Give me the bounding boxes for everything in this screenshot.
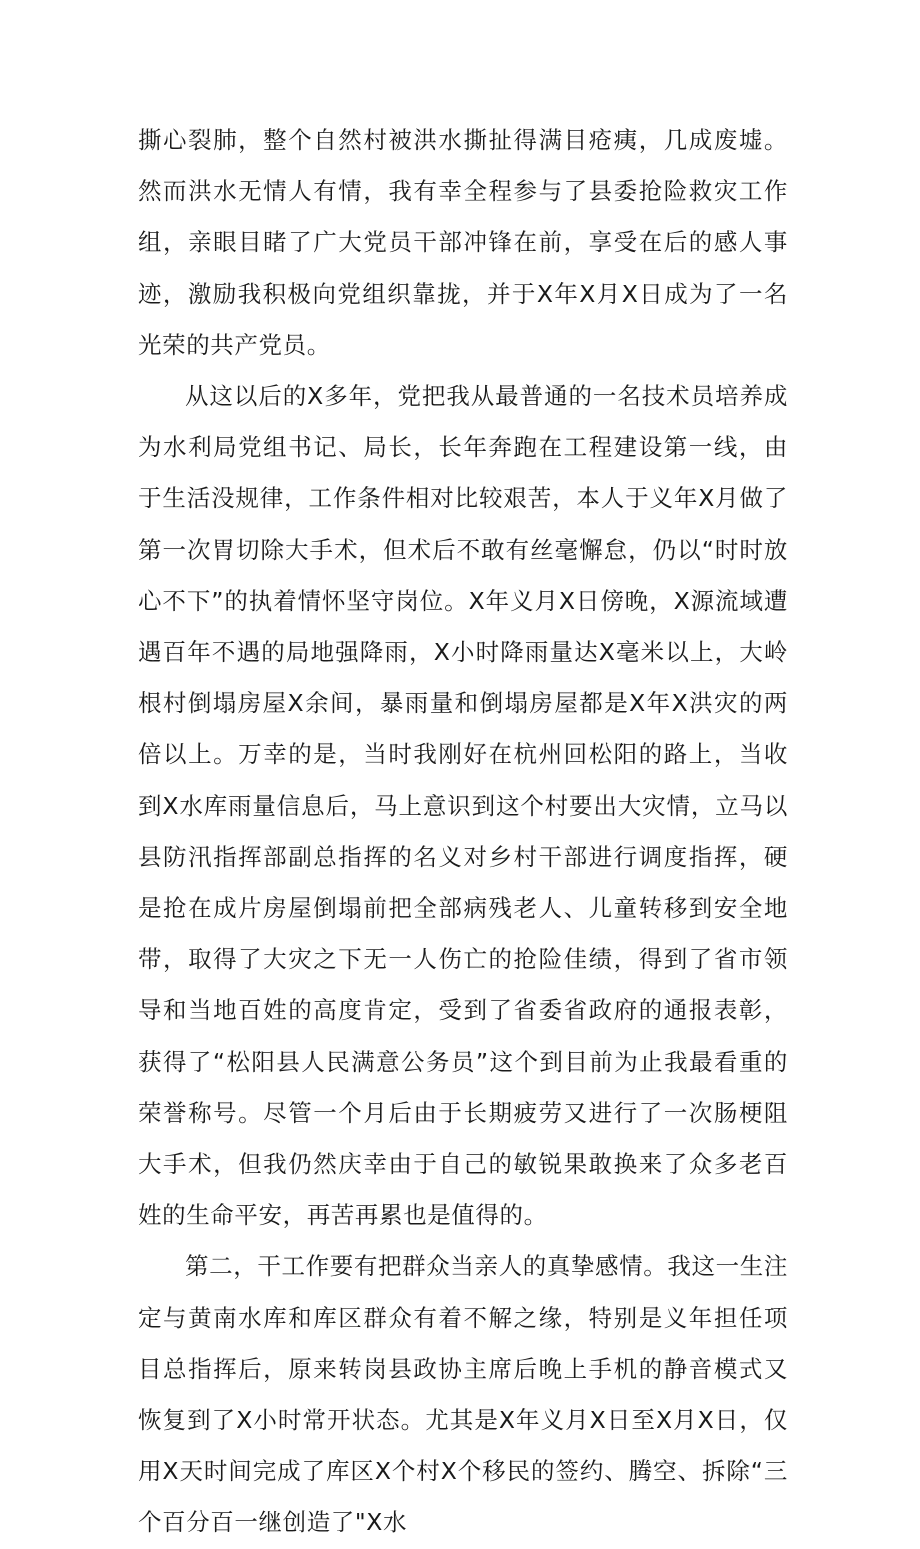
paragraph-1: 撕心裂肺，整个自然村被洪水撕扯得满目疮痍，几成废墟。然而洪水无情人有情，我有幸全程参与了县委抢险救灾工作组，亲眼目睹了广大党员干部冲锋在前，享受在后的感人事迹，激励我积极向党组织靠拢，并于X年X月X日成为了一名光荣的共产党员。: [138, 126, 788, 359]
paragraph-3: 第二，干工作要有把群众当亲人的真挚感情。我这一生注定与黄南水库和库区群众有着不解之缘，特别是义年担任项目总指挥后，原来转岗县政协主席后晚上手机的静音模式又恢复到了X小时常开状态。尤其是X年义月X日至X月X日，仅用X天时间完成了库区X个村X个移民的签约、腾空、拆除“三个百分百一继创造了"X水: [138, 1252, 788, 1537]
paragraph-2: 从这以后的X多年，党把我从最普通的一名技术员培养成为水利局党组书记、局长，长年奔跑在工程建设第一线，由于生活没规律，工作条件相对比较艰苦，本人于义年X月做了第一次胃切除大手术，但术后不敢有丝毫懈怠，仍以“时时放心不下”的执着情怀坚守岗位。X年义月X日傍晚，X源流域遭遇百年不遇的局地强降雨，X小时降雨量达X毫米以上，大岭根村倒塌房屋X余间，暴雨量和倒塌房屋都是X年X洪灾的两倍以上。万幸的是，当时我刚好在杭州回松阳的路上，当收到X水库雨量信息后，马上意识到这个村要出大灾情，立马以县防汛指挥部副总指挥的名义对乡村干部进行调度指挥，硬是抢在成片房屋倒塌前把全部病残老人、儿童转移到安全地带，取得了大灾之下无一人伤亡的抢险佳绩，得到了省市领导和当地百姓的高度肯定，受到了省委省政府的通报表彰，获得了“松阳县人民满意公务员”这个到目前为止我最看重的荣誉称号。尽管一个月后由于长期疲劳又进行了一次肠梗阻大手术，但我仍然庆幸由于自己的敏锐果敢换来了众多老百姓的生命平安，再苦再累也是值得的。: [138, 382, 788, 1230]
document-body: [138, 115, 788, 1549]
